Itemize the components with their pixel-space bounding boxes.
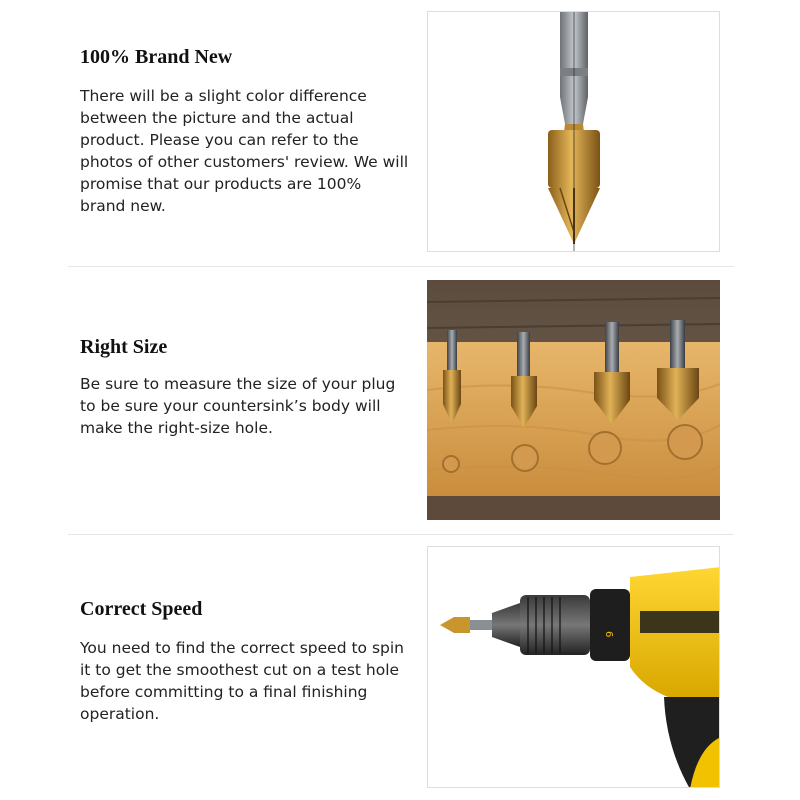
countersink-bit-image xyxy=(427,11,720,252)
drill-image xyxy=(427,546,720,788)
countersink-bit-icon xyxy=(428,12,720,252)
feature-description: There will be a slight color difference between the picture and the actual product. Please you can refer to the photos of other customers' review. We will promise that our products are 100% brand new. xyxy=(80,87,409,215)
section-divider xyxy=(68,534,734,535)
feature-description: Be sure to measure the size of your plug to be sure your countersink’s body will make the right-size hole. xyxy=(80,375,396,437)
countersink-set-image xyxy=(427,280,720,520)
feature-title: 100% Brand New xyxy=(80,46,233,68)
countersink-set-on-wood-icon xyxy=(427,280,720,520)
feature-title: Correct Speed xyxy=(80,598,203,620)
section-divider xyxy=(68,266,734,267)
drill-with-bit-icon xyxy=(428,547,720,788)
feature-description: You need to find the correct speed to spin it to get the smoothest cut on a test hole before committing to a final finishing operation. xyxy=(80,639,404,723)
svg-text:6: 6 xyxy=(603,631,614,638)
feature-title: Right Size xyxy=(80,336,168,358)
